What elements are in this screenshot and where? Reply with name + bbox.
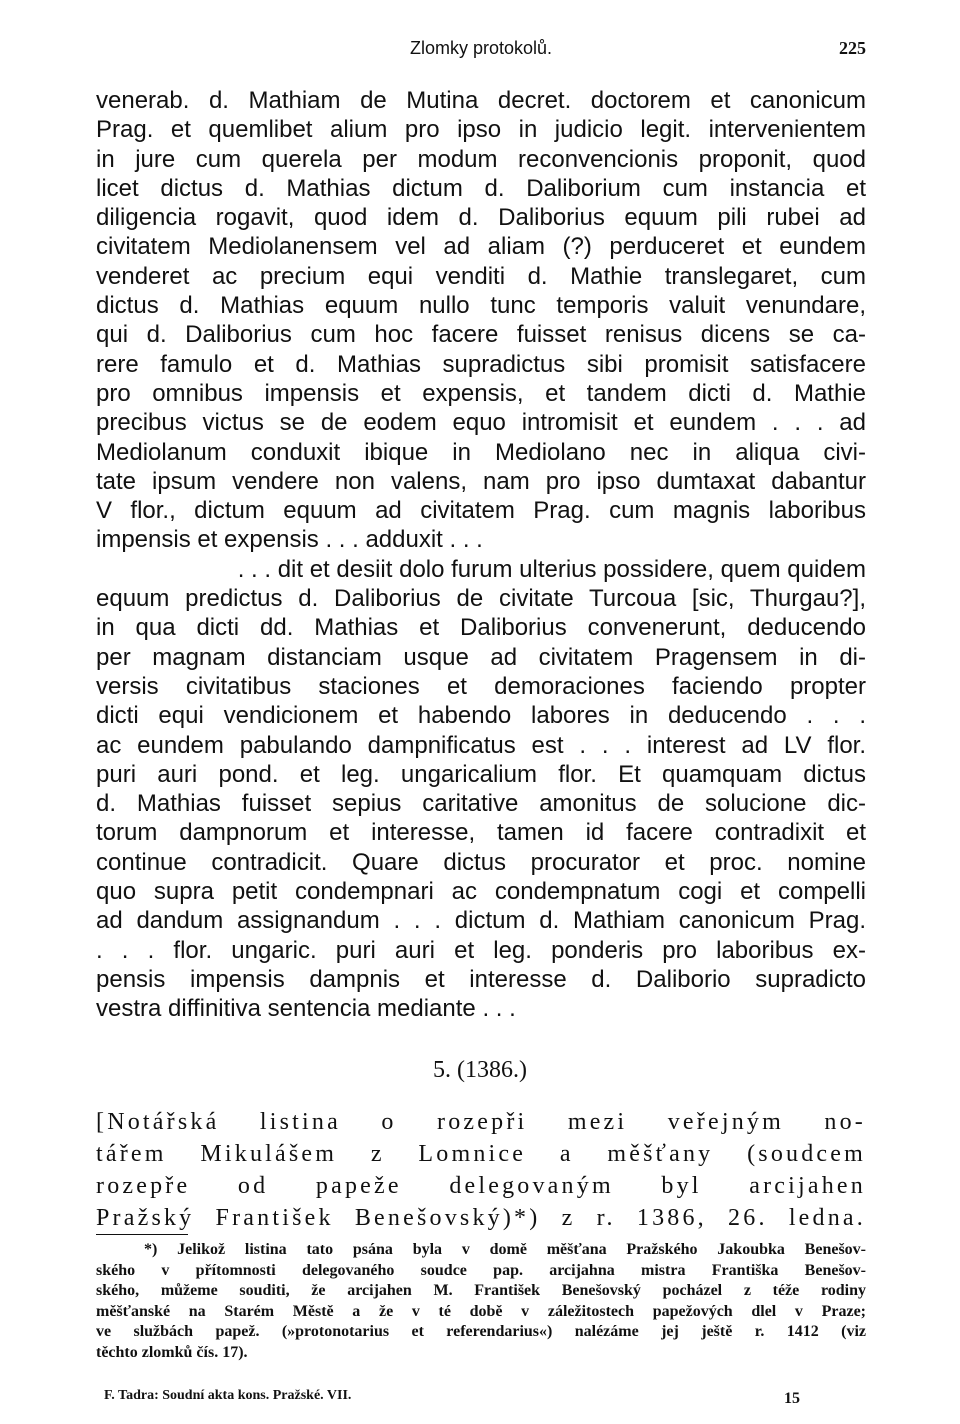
body-line: ac eundem pabulando dampnificatus est . . . interest ad LV flor. [96,731,866,759]
body-line: per magnam distanciam usque ad civitatem Pragensem in di- [96,643,866,671]
body-line: continue contradicit. Quare dictus procurator et proc. nomine [96,848,866,876]
body-line: pro omnibus impensis et expensis, et tandem dicti d. Mathie [96,379,866,407]
body-line: tate ipsum vendere non valens, nam pro ipso dumtaxat dabantur [96,467,866,495]
body-line: precibus victus se de eodem equo intromisit et eundem . . . ad [96,409,866,437]
body-line: vestra diffinitiva sentencia mediante . . . [96,995,516,1023]
body-line: diligencia rogavit, quod idem d. Daliborius equum pili rubei ad [96,204,866,232]
footnote-line: ského, můžeme souditi, že arcijahen M. František Benešovský pocházel z téže rodiny [96,1282,866,1300]
document-number: 5. (1386.) [433,1057,527,1083]
body-line: dicti equi vendicionem et habendo labores in deducendo . . . [96,702,866,730]
footnote-line: ského v přítomnosti delegovaného soudce pap. arcijahna mistra Františka Benešov- [96,1261,866,1279]
body-line: ad dandum assignandum . . . dictum d. Mathiam canonicum Prag. [96,907,866,935]
body-line: quo supra petit condempnari ac condempnatum cogi et compelli [96,878,866,906]
body-line: impensis et expensis . . . adduxit . . . [96,526,483,554]
footnote-divider [96,1234,188,1235]
footnote [96,1240,866,1364]
printer-signature: F. Tadra: Soudní akta kons. Pražské. VII. [104,1388,352,1403]
body-line: pensis impensis dampnis et interesse d. Daliborio supradicto [96,965,866,993]
body-line: . . . dit et desiit dolo furum ulterius possidere, quem quidem [237,555,866,583]
body-line: rere famulo et d. Mathias supradictus sibi promisit satisfacere [96,350,866,378]
footnote-line: měšťanské na Starém Městě a že v té době v záležitostech papežových dlel v Praze; [96,1302,866,1320]
footnote-line: *) Jelikož listina tato psána byla v domě měšťana Pražského Jakoubka Benešov- [144,1241,866,1258]
body-line: in jure cum querela per modum reconvencionis proponit, quod [96,145,866,173]
body-line: licet dictus d. Mathias dictum d. Daliborium cum instancia et [96,174,866,202]
body-line: Mediolanum conduxit ibique in Mediolano nec in aliqua civi- [96,438,866,466]
body-line: dictus d. Mathias equum nullo tunc temporis valuit venundare, [96,292,866,320]
sheet-number: 15 [784,1390,800,1407]
body-line: versis civitatibus staciones et demoraciones faciendo propter [96,672,866,700]
body-line: venderet ac precium equi venditi d. Mathie translegaret, cum [96,262,866,290]
body-line: d. Mathias fuisset sepius caritative amonitus de solucione dic- [96,790,866,818]
body-line: torum dampnorum et interesse, tamen id facere contradixit et [96,819,866,847]
body-line: venerab. d. Mathiam de Mutina decret. doctorem et canonicum [96,87,866,114]
heading-line: rozepře od papeže delegovaným byl arcijahen [96,1173,866,1199]
body-line: . . . flor. ungaric. puri auri et leg. ponderis pro laboribus ex- [96,936,866,964]
heading-line: tářem Mikulášem z Lomnice a měšťany (soudcem [96,1141,866,1167]
body-line: Prag. et quemlibet alium pro ipso in judicio legit. intervenientem [96,116,866,144]
body-line: V flor., dictum equum ad civitatem Prag. cum magnis laboribus [96,497,866,525]
heading-line: [Notářská listina o rozepři mezi veřejným no- [96,1109,866,1135]
footnote-line: těchto zlomků čís. 17). [96,1343,248,1361]
body-line: in qua dicti dd. Mathias et Daliborius convenerunt, deducendo [96,614,866,642]
footnote-line: ve službách papež. (»protonotarius et referendarius«) nalézáme jej ještě r. 1412 (viz [96,1323,866,1341]
running-head [96,38,866,68]
heading-line: Pražský František Benešovský)*) z r. 1386, 26. ledna. [96,1205,866,1231]
body-line: equum predictus d. Daliborius de civitate Turcoua [sic, Thurgau?], [96,585,866,613]
body-line: civitatem Mediolanensem vel ad aliam (?) perduceret et eundem [96,233,866,261]
document-heading [96,1106,866,1234]
page-number: 225 [839,38,866,58]
body-text [96,86,866,1024]
body-line: puri auri pond. et leg. ungaricalium flor. Et quamquam dictus [96,760,866,788]
body-line: qui d. Daliborius cum hoc facere fuisset renisus dicens se ca- [96,321,866,349]
running-title: Zlomky protokolů. [409,38,553,58]
